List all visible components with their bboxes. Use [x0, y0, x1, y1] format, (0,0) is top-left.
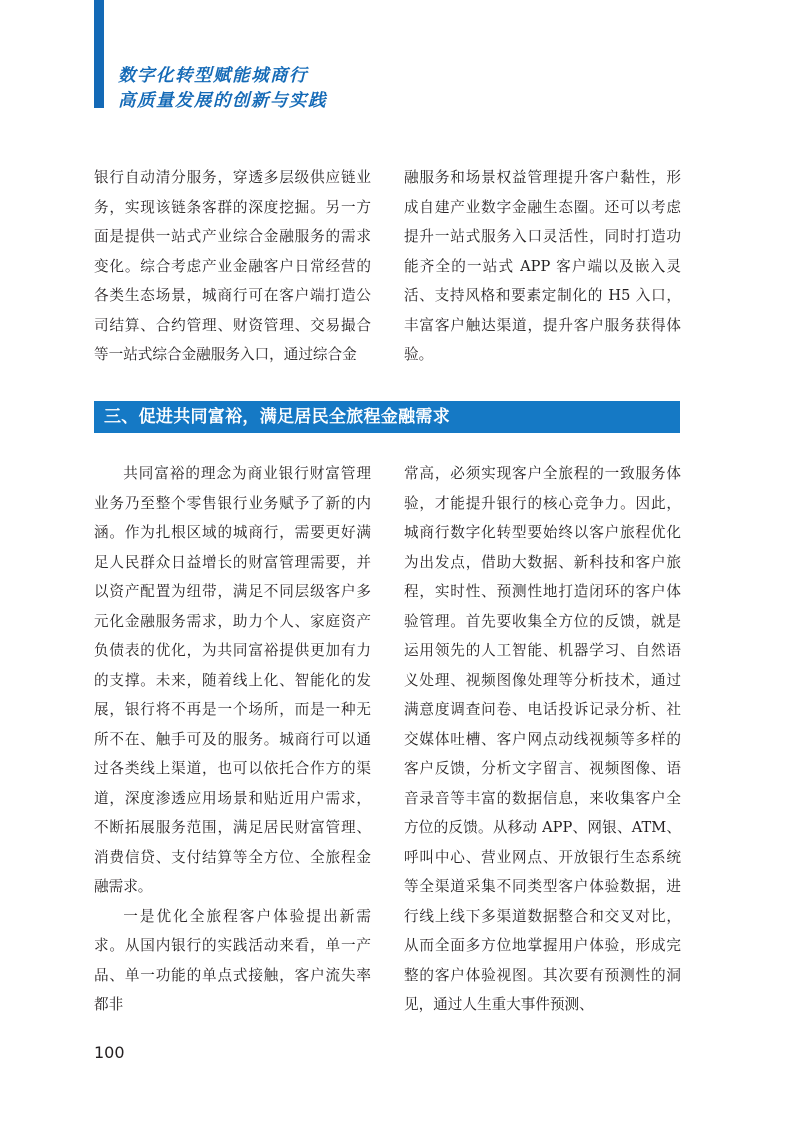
- bottom-right-column: [404, 459, 681, 1020]
- top-left-paragraph: 银行自动清分服务，穿透多层级供应链业务，实现该链条客群的深度挖掘。另一方面是提供一站式产业综合金融服务的需求变化。综合考虑产业金融客户日常经营的各类生态场景，城商行可在客户端打造公司结算、合约管理、财资管理、交易撮合等一站式综合金融服务入口，通过综合金: [94, 169, 371, 363]
- bottom-left-column: [94, 459, 371, 1020]
- header-accent-bar: [94, 0, 104, 108]
- body-paragraph-3: 常高，必须实现客户全旅程的一致服务体验，才能提升银行的核心竞争力。因此，城商行数字化转型要始终以客户旅程优化为出发点，借助大数据、新科技和客户旅程，实时性、预测性地打造闭环的客户体验管理。首先要收集全方位的反馈，就是运用领先的人工智能、机器学习、自然语义处理、视频图像处理等分析技术，通过满意度调查问卷、电话投诉记录分析、社交媒体吐槽、客户网点动线视频等多样的客户反馈，分析文字留言、视频图像、语音录音等丰富的数据信息，来收集客户全方位的反馈。从移动 APP、网银、ATM、呼叫中心、营业网点、开放银行生态系统等全渠道采集不同类型客户体验数据，进行线上线下多渠道数据整合和交叉对比，从而全面多方位地掌握用户体验，形成完整的客户体验视图。其次要有预测性的洞见，通过人生重大事件预测、: [404, 465, 681, 1013]
- body-paragraph-2: 一是优化全旅程客户体验提出新需求。从国内银行的实践活动来看，单一产品、单一功能的单点式接触，客户流失率都非: [94, 907, 371, 1013]
- page-number: 100: [94, 1043, 125, 1062]
- top-right-column: [404, 163, 681, 370]
- top-left-column: [94, 163, 371, 370]
- running-header-line-1: 数字化转型赋能城商行: [118, 66, 308, 86]
- body-paragraph-1: 共同富裕的理念为商业银行财富管理业务乃至整个零售银行业务赋予了新的内涵。作为扎根区域的城商行，需要更好满足人民群众日益增长的财富管理需要，并以资产配置为纽带，满足不同层级客户多元化金融服务需求，助力个人、家庭资产负债表的优化，为共同富裕提供更加有力的支撑。未来，随着线上化、智能化的发展，银行将不再是一个场所，而是一种无所不在、触手可及的服务。城商行可以通过各类线上渠道，也可以依托合作方的渠道，深度渗透应用场景和贴近用户需求，不断拓展服务范围，满足居民财富管理、消费信贷、支付结算等全方位、全旅程金融需求。: [94, 465, 371, 895]
- running-header-line-2: 高质量发展的创新与实践: [118, 91, 327, 111]
- running-header: [118, 64, 327, 114]
- top-right-paragraph: 融服务和场景权益管理提升客户黏性，形成自建产业数字金融生态圈。还可以考虑提升一站式服务入口灵活性，同时打造功能齐全的一站式 APP 客户端以及嵌入灵活、支持风格和要素定制化的 H5 入口，丰富客户触达渠道，提升客户服务获得体验。: [404, 169, 681, 363]
- section-heading: 三、促进共同富裕，满足居民全旅程金融需求: [94, 401, 680, 433]
